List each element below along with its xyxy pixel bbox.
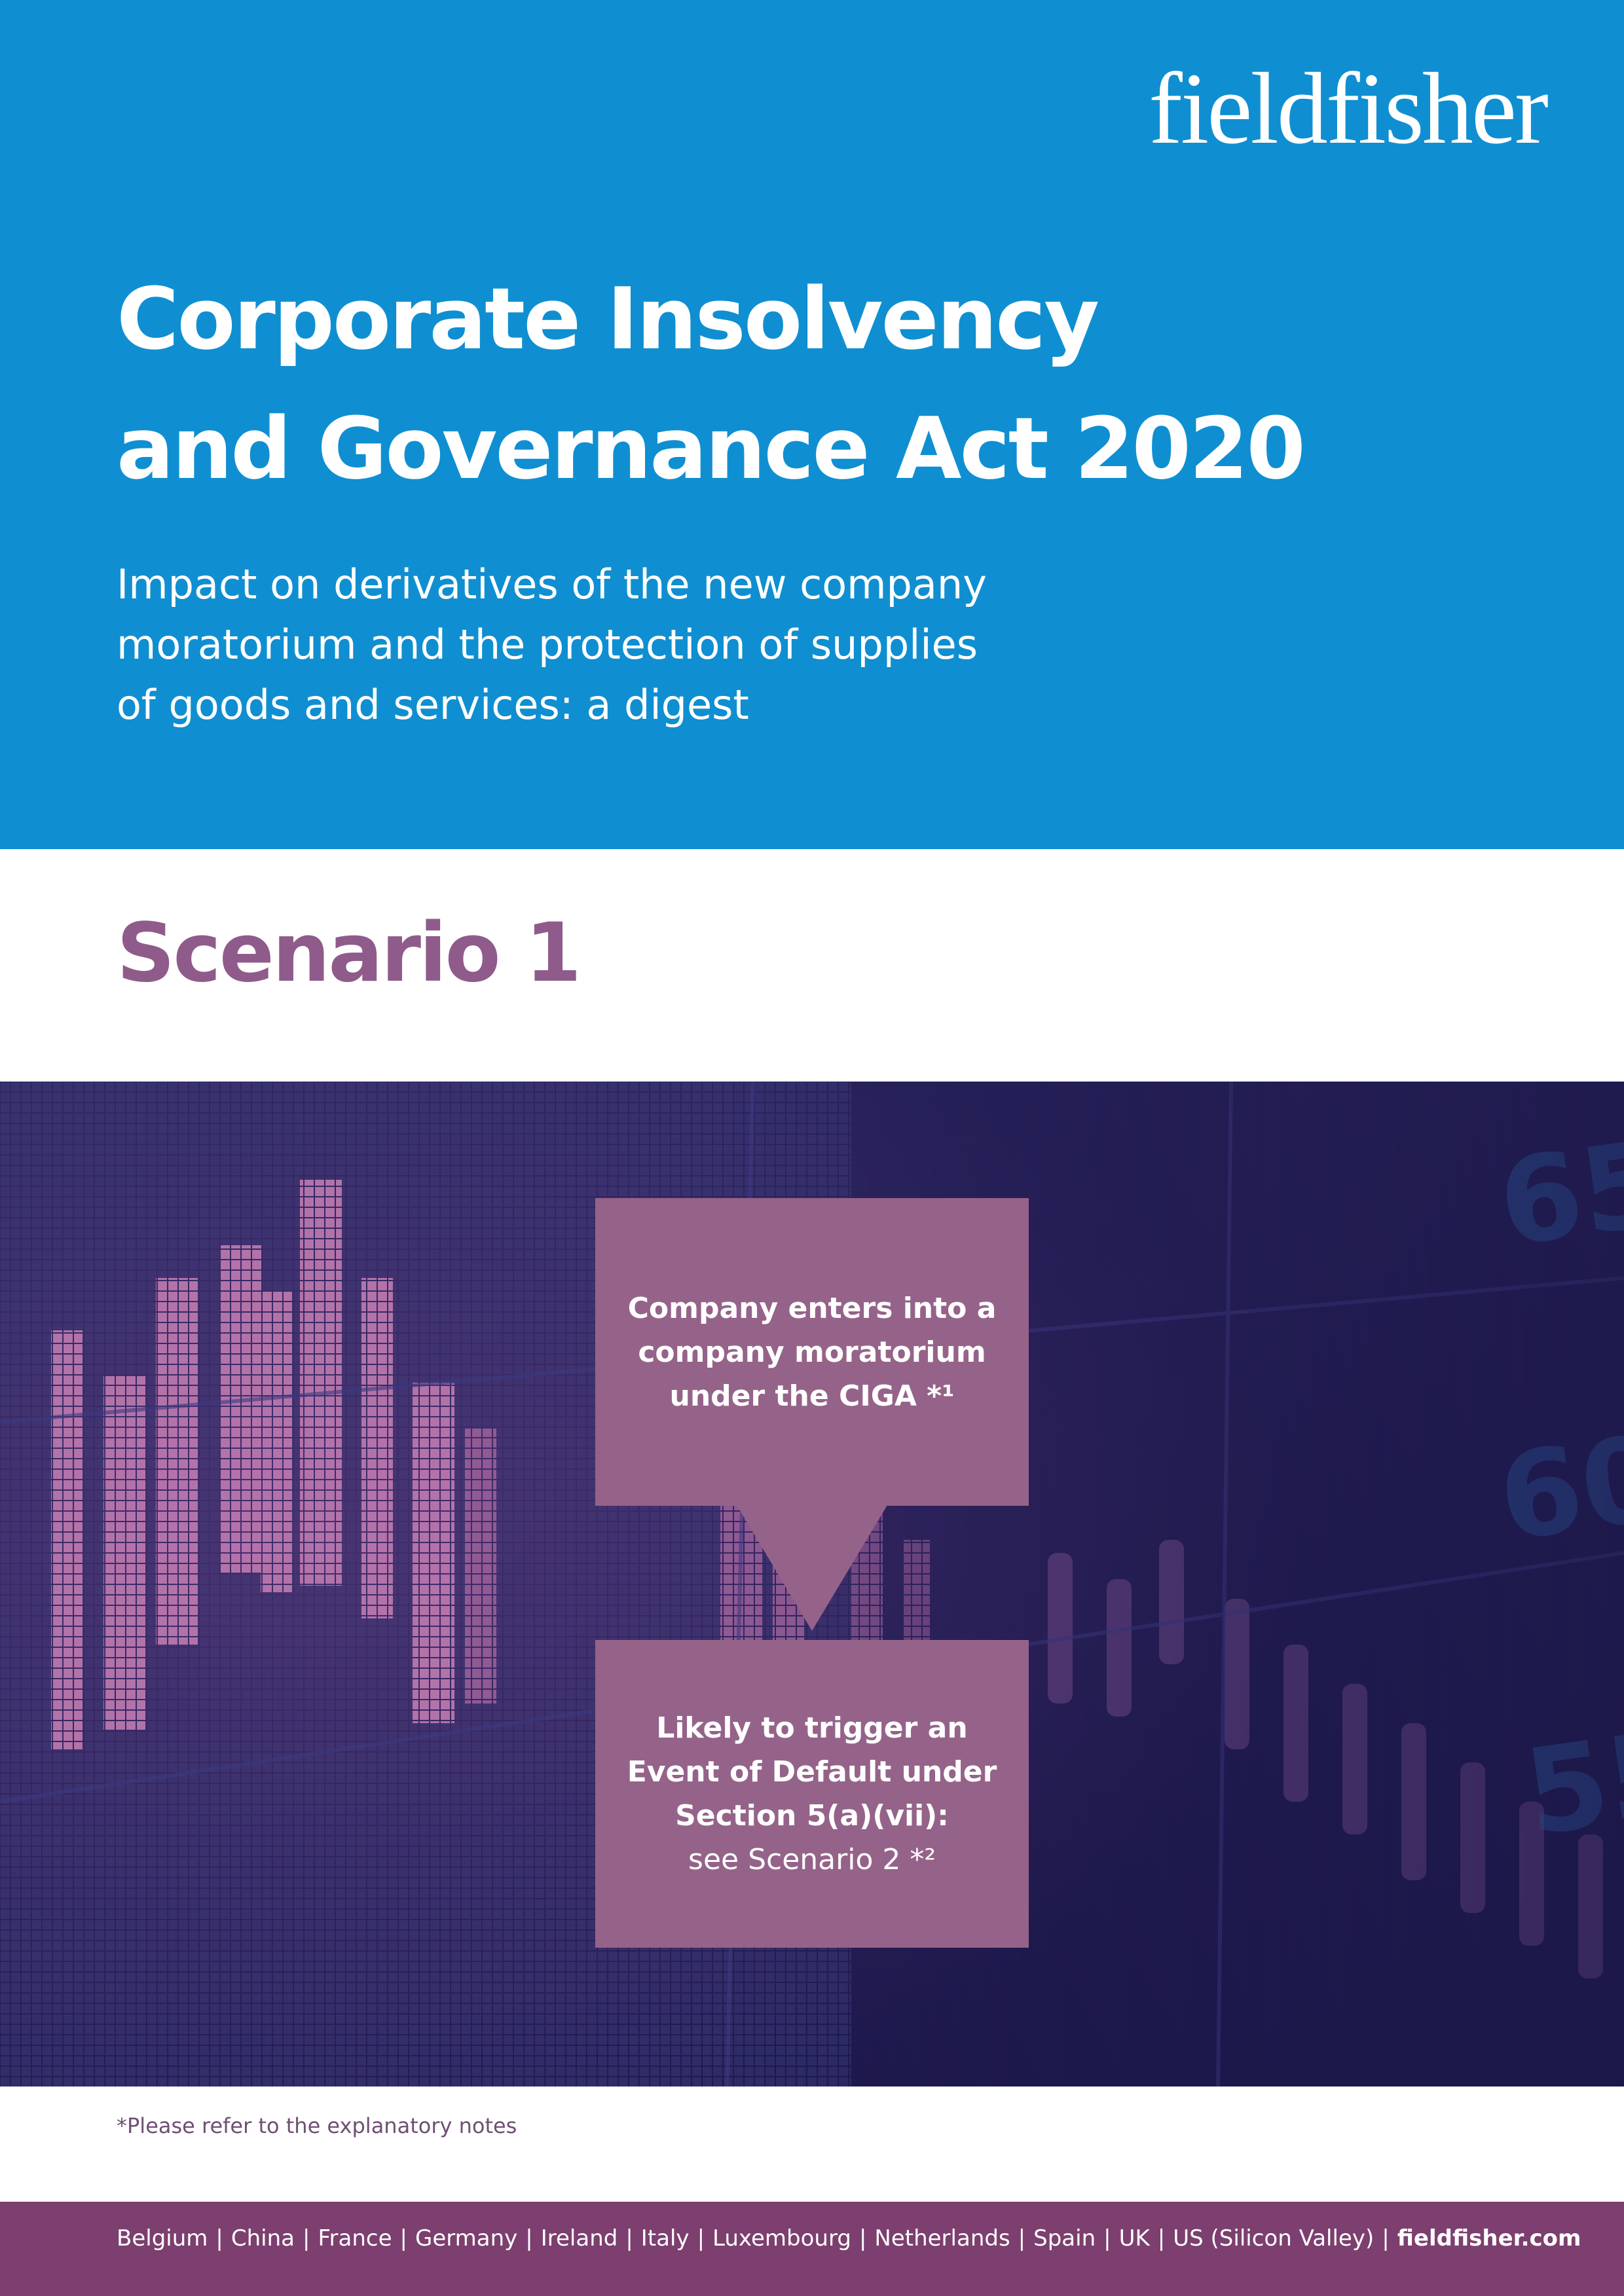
footer-country: US (Silicon Valley) [1173, 2225, 1375, 2251]
fieldfisher-logo: fieldfisher [1148, 52, 1547, 165]
footer-separator: | [525, 2225, 533, 2251]
title-line-2: and Governance Act 2020 [117, 399, 1304, 498]
footer-separator: | [215, 2225, 223, 2251]
footer-separator: | [1103, 2225, 1111, 2251]
footer-separator: | [302, 2225, 310, 2251]
subtitle-line-2: moratorium and the protection of supplies [117, 621, 978, 668]
footer-separator: | [1382, 2225, 1390, 2251]
callout-2-line-4: see Scenario 2 *² [688, 1843, 936, 1876]
footer-country: Germany [415, 2225, 518, 2251]
callout-1-line-3: under the CIGA *¹ [669, 1379, 955, 1413]
footer-country: China [231, 2225, 295, 2251]
footer-separator: | [697, 2225, 705, 2251]
footer-country: Ireland [540, 2225, 618, 2251]
callout-1-line-2: company moratorium [638, 1335, 986, 1369]
footer-country: Luxembourg [712, 2225, 851, 2251]
subtitle-line-1: Impact on derivatives of the new company [117, 560, 987, 608]
footer-offices [117, 2223, 1581, 2254]
footer-country: France [318, 2225, 392, 2251]
scenario-heading: Scenario 1 [117, 906, 580, 1000]
footer-country: Netherlands [874, 2225, 1010, 2251]
footer-separator: | [399, 2225, 407, 2251]
footer-separator: | [1157, 2225, 1166, 2251]
footer-country: UK [1118, 2225, 1150, 2251]
footer-separator: | [858, 2225, 867, 2251]
subtitle-line-3: of goods and services: a digest [117, 681, 749, 729]
callout-2-line-3: Section 5(a)(vii): [675, 1799, 949, 1832]
footer-country: Spain [1033, 2225, 1096, 2251]
footer-website-link[interactable]: fieldfisher.com [1397, 2225, 1581, 2251]
page-title [117, 254, 1426, 513]
callout-company-moratorium [595, 1198, 1029, 1506]
callout-2-line-2: Event of Default under [627, 1755, 997, 1789]
callout-arrow-down [737, 1505, 887, 1631]
title-line-1: Corporate Insolvency [117, 269, 1098, 369]
callout-event-of-default [595, 1640, 1029, 1948]
footer-separator: | [625, 2225, 633, 2251]
callout-2-line-1: Likely to trigger an [656, 1711, 968, 1745]
footer-separator: | [1018, 2225, 1026, 2251]
footer-country: Italy [640, 2225, 690, 2251]
footer-country: Belgium [117, 2225, 208, 2251]
footnote: *Please refer to the explanatory notes [117, 2113, 517, 2138]
page-subtitle [117, 555, 1295, 735]
callout-1-line-1: Company enters into a [627, 1291, 997, 1325]
